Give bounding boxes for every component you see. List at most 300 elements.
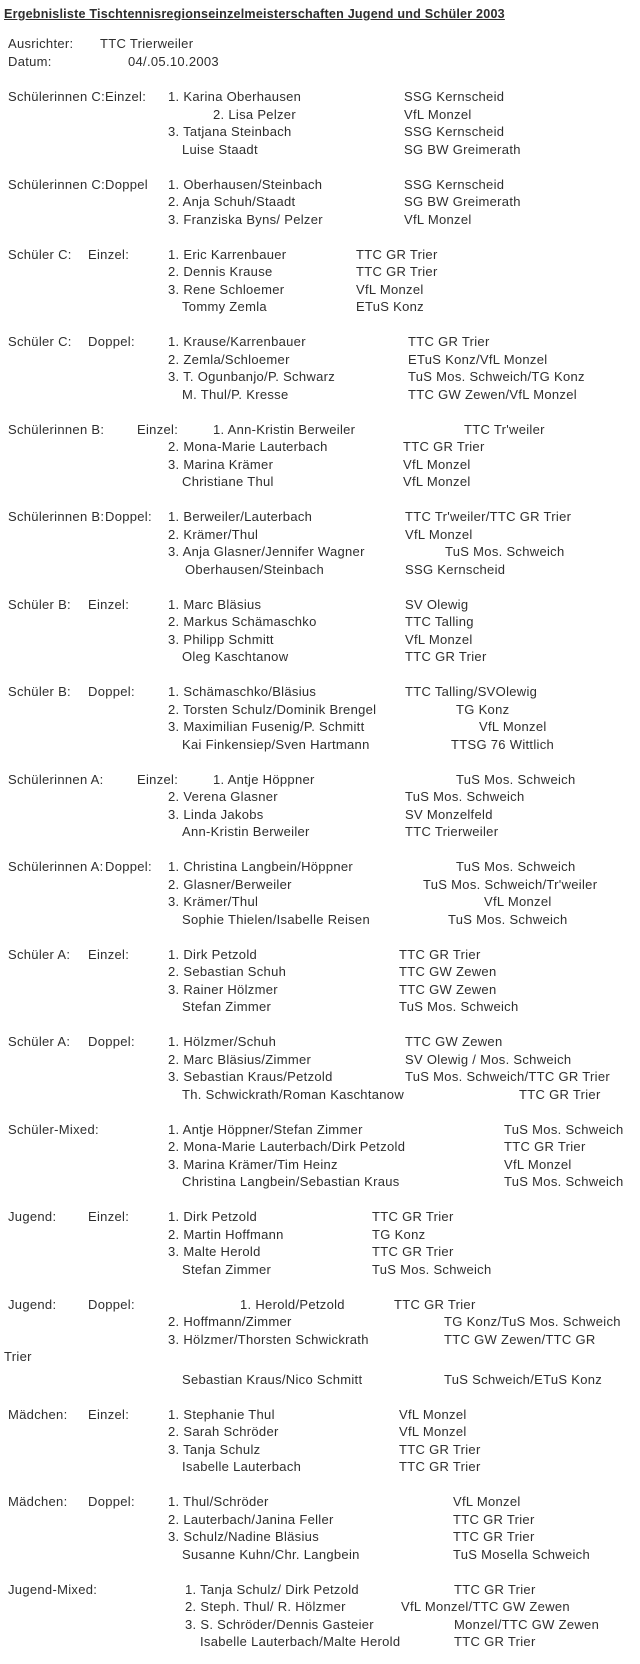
club-name: SV Olewig [405, 596, 469, 612]
player-name: 1. Dirk Petzold [168, 1209, 258, 1224]
club-name: TuS Mos. Schweich [456, 771, 576, 787]
discipline-label: Doppel: [88, 1494, 135, 1509]
club-name: VfL Monzel [405, 526, 473, 542]
result-row [0, 352, 640, 370]
player-name: 1. Tanja Schulz/ Dirk Petzold [185, 1581, 359, 1597]
discipline-label: Einzel: [88, 596, 130, 612]
result-row [0, 562, 640, 580]
entry [168, 719, 547, 734]
club-name: SSG Kernscheid [404, 176, 505, 192]
entry [213, 422, 545, 437]
player-name: Tommy Zemla [182, 299, 267, 314]
club-name: TuS Mos. Schweich [405, 789, 525, 804]
club-name: TuS Mos. Schweich [445, 544, 565, 559]
discipline-label: Einzel: [88, 1209, 130, 1224]
player-name: 1. Schämaschko/Bläsius [168, 684, 317, 699]
result-row [0, 299, 640, 317]
entry [182, 649, 487, 664]
entry [168, 1407, 467, 1422]
result-section [0, 247, 640, 317]
sections [0, 89, 640, 1652]
club-name: TTC GR Trier [519, 1086, 601, 1102]
club-name: SG BW Greimerath [404, 194, 521, 209]
club-name: TTC GR Trier [453, 1511, 535, 1527]
result-row [0, 282, 640, 300]
result-row [0, 527, 640, 545]
club-name: TTC GR Trier [394, 1296, 476, 1312]
player-name: 2. Lisa Pelzer [213, 106, 296, 122]
entry [168, 1034, 503, 1049]
club-name: VfL Monzel [399, 1424, 467, 1439]
entry [213, 772, 576, 787]
player-name: 1. Berweiler/Lauterbach [168, 509, 313, 524]
player-name: 2. Marc Bläsius/Zimmer [168, 1051, 312, 1067]
entry [168, 614, 474, 629]
entry [168, 1442, 481, 1457]
category-label: Mädchen: [8, 1494, 68, 1509]
entry [182, 999, 519, 1014]
player-name: 2. Markus Schämaschko [168, 614, 317, 629]
result-row [0, 387, 640, 405]
result-row [0, 1547, 640, 1565]
entry [168, 1494, 521, 1509]
club-name: TTC GR Trier [356, 246, 438, 262]
result-row [0, 544, 640, 562]
player-name: 1. Dirk Petzold [168, 946, 258, 962]
entry [168, 1332, 596, 1347]
entry [168, 1157, 572, 1172]
result-row [0, 247, 640, 265]
club-name: TuS Mos. Schweich [456, 859, 576, 874]
club-name: VfL Monzel [484, 894, 552, 909]
discipline-label: Doppel: [105, 859, 152, 874]
club-name: TTC GW Zewen/TTC GR [444, 1331, 596, 1347]
club-name: TG Konz/TuS Mos. Schweich [444, 1314, 621, 1329]
player-name: 2. Krämer/Thul [168, 526, 259, 542]
category-label: Mädchen: [8, 1406, 68, 1422]
player-name: 3. Marina Krämer [168, 456, 274, 472]
entry [168, 509, 571, 524]
player-name: 3. Maximilian Fusenig/P. Schmitt [168, 719, 365, 734]
date-line [0, 54, 640, 72]
result-row [0, 1529, 640, 1547]
entry [168, 877, 597, 892]
result-row [0, 422, 640, 440]
entry [182, 1372, 602, 1387]
player-name: Ann-Kristin Berweiler [182, 824, 310, 839]
result-section [0, 684, 640, 754]
result-row [0, 1634, 640, 1652]
player-name: 3. Hölzmer/Thorsten Schwickrath [168, 1331, 369, 1347]
club-name: TTC Tr'weiler/TTC GR Trier [405, 509, 572, 524]
entry [168, 632, 473, 647]
player-name: 3. Tatjana Steinbach [168, 124, 292, 139]
result-row [0, 89, 640, 107]
entry [168, 457, 471, 472]
entry [168, 982, 497, 997]
category-label: Jugend-Mixed: [8, 1581, 98, 1597]
player-name: Christina Langbein/Sebastian Kraus [182, 1174, 400, 1189]
entry [168, 859, 576, 874]
result-row [0, 1052, 640, 1070]
club-name: TTC GR Trier [408, 334, 490, 349]
category-label: Jugend: [8, 1296, 57, 1312]
club-name: TuS Mos. Schweich [399, 999, 519, 1014]
club-name: SSG Kernscheid [404, 124, 505, 139]
club-name: TuS Mos. Schweich/TTC GR Trier [405, 1069, 610, 1084]
club-name: TTC GR Trier [454, 1581, 536, 1597]
date-value: 04/.05.10.2003 [128, 53, 219, 69]
result-row [0, 457, 640, 475]
result-row [0, 212, 640, 230]
result-row [0, 264, 640, 282]
result-section [0, 509, 640, 579]
discipline-label: Einzel: [88, 946, 130, 962]
entry [168, 527, 473, 542]
result-section [0, 597, 640, 667]
club-name: TTC GR Trier [399, 946, 481, 962]
result-row [0, 1424, 640, 1442]
player-name: 1. Oberhausen/Steinbach [168, 176, 323, 192]
club-name: TTC Tr'weiler [464, 421, 545, 437]
player-name: Oberhausen/Steinbach [185, 561, 324, 577]
club-name: TTC Talling/SVOlewig [405, 684, 538, 699]
player-name: 2. Torsten Schulz/Dominik Brengel [168, 701, 377, 717]
result-row [0, 807, 640, 825]
result-row [0, 772, 640, 790]
club-name: TuS Mos. Schweich [448, 911, 568, 927]
result-row [0, 1599, 640, 1617]
result-row [0, 737, 640, 755]
result-row [0, 947, 640, 965]
club-name: SSG Kernscheid [405, 561, 506, 577]
discipline-label: Doppel: [105, 509, 152, 524]
entry [168, 1209, 454, 1224]
result-row [0, 632, 640, 650]
player-name: 3. Anja Glasner/Jennifer Wagner [168, 544, 365, 559]
result-row [0, 1442, 640, 1460]
result-row [0, 824, 640, 842]
entry [185, 1582, 536, 1597]
entry [182, 142, 521, 157]
result-row [0, 894, 640, 912]
player-name: 3. Franziska Byns/ Pelzer [168, 211, 323, 227]
result-row [0, 1069, 640, 1087]
page-title: Ergebnisliste Tischtennisregionseinzelmeisterschaften Jugend und Schüler 2003 [4, 7, 505, 21]
club-name: VfL Monzel [403, 474, 471, 489]
player-name: 1. Krause/Karrenbauer [168, 334, 306, 349]
result-row [0, 439, 640, 457]
result-row [0, 1617, 640, 1635]
player-name: 1. Christina Langbein/Höppner [168, 859, 354, 874]
player-name: 3. Schulz/Nadine Bläsius [168, 1529, 319, 1544]
player-name: 2. Glasner/Berweiler [168, 876, 292, 892]
club-name: TuS Mos. Schweich/Tr'weiler [423, 876, 598, 892]
result-row [0, 614, 640, 632]
club-name: SV Monzelfeld [405, 806, 493, 822]
player-name: 2. Mona-Marie Lauterbach [168, 439, 328, 454]
club-name: VfL Monzel [453, 1494, 521, 1509]
player-name: 3. Sebastian Kraus/Petzold [168, 1069, 333, 1084]
club-name: Monzel/TTC GW Zewen [454, 1616, 600, 1632]
entry [168, 177, 504, 192]
result-row [0, 1459, 640, 1477]
result-row [0, 369, 640, 387]
entry [182, 1174, 624, 1189]
player-name: 2. Hoffmann/Zimmer [168, 1314, 292, 1329]
result-row [0, 982, 640, 1000]
entry [168, 947, 481, 962]
result-section [0, 1494, 640, 1564]
entry [185, 562, 505, 577]
entry [182, 737, 554, 752]
club-name: TTC GW Zewen [399, 981, 497, 997]
result-row [0, 1139, 640, 1157]
club-name: TTC GR Trier [399, 1459, 481, 1474]
entry [168, 439, 485, 454]
player-name: 3. Linda Jakobs [168, 806, 264, 822]
result-row [0, 789, 640, 807]
discipline-label: Doppel [105, 176, 148, 192]
player-name: Isabelle Lauterbach/Malte Herold [200, 1634, 401, 1649]
entry [168, 247, 438, 262]
result-row [0, 1244, 640, 1262]
organizer-value: TTC Trierweiler [100, 36, 194, 51]
category-label: Schüler C: [8, 246, 72, 262]
discipline-label: Doppel: [88, 1034, 135, 1049]
entry [182, 299, 424, 314]
player-name: 1. Hölzmer/Schuh [168, 1034, 277, 1049]
entry [168, 89, 504, 104]
entry [168, 1424, 467, 1439]
club-name: VfL Monzel [404, 106, 472, 122]
player-name: Luise Staadt [182, 141, 258, 157]
discipline-label: Einzel: [137, 421, 179, 437]
entry [182, 1547, 590, 1562]
player-name: Sebastian Kraus/Nico Schmitt [182, 1371, 363, 1387]
result-section [0, 89, 640, 159]
entry [185, 1617, 599, 1632]
result-section [0, 1582, 640, 1652]
entry [168, 194, 521, 209]
result-section [0, 772, 640, 842]
player-name: Th. Schwickrath/Roman Kaschtanow [182, 1086, 405, 1102]
category-label: Schüler-Mixed: [8, 1121, 99, 1137]
club-name: TTC GR Trier [504, 1139, 586, 1154]
result-row [0, 1209, 640, 1227]
player-name: 2. Sebastian Schuh [168, 964, 287, 979]
result-row [0, 1034, 640, 1052]
entry [182, 1459, 481, 1474]
result-section [0, 1297, 640, 1390]
entry [168, 369, 585, 384]
result-row [0, 1372, 640, 1390]
category-label: Schülerinnen C: [8, 89, 105, 104]
result-row [0, 1349, 640, 1367]
category-label: Schüler A: [8, 946, 71, 962]
entry [168, 789, 525, 804]
club-name: VfL Monzel [479, 719, 547, 734]
player-name: 3. Marina Krämer/Tim Heinz [168, 1156, 338, 1172]
club-name: TuS Mos. Schweich [504, 1121, 624, 1137]
category-label: Schülerinnen B: [8, 509, 105, 524]
player-name: 3. Malte Herold [168, 1244, 261, 1259]
organizer-line [0, 36, 640, 54]
result-row [0, 1494, 640, 1512]
player-name: 2. Sarah Schröder [168, 1424, 279, 1439]
player-name: Oleg Kaschtanow [182, 649, 289, 664]
result-row [0, 1332, 640, 1350]
club-name: VfL Monzel [404, 211, 472, 227]
result-row [0, 999, 640, 1017]
entry [182, 387, 577, 402]
entry [213, 107, 472, 122]
entry [168, 212, 472, 227]
result-section [0, 1122, 640, 1192]
result-row [0, 912, 640, 930]
player-name: 1. Karina Oberhausen [168, 89, 302, 104]
club-name: TuS Mos. Schweich [504, 1174, 624, 1189]
club-name: TTC GR Trier [453, 1529, 535, 1544]
player-name: Isabelle Lauterbach [182, 1459, 302, 1474]
result-section [0, 334, 640, 404]
player-name: 3. Rene Schloemer [168, 281, 285, 297]
entry [168, 684, 537, 699]
player-name: 3. T. Ogunbanjo/P. Schwarz [168, 369, 336, 384]
result-row [0, 719, 640, 737]
club-name: TuS Mos. Schweich/TG Konz [408, 369, 585, 384]
entry [168, 702, 509, 717]
entry [168, 124, 504, 139]
club-name: TuS Mosella Schweich [453, 1546, 591, 1562]
entry [168, 1512, 535, 1527]
club-name: TTC GR Trier [372, 1244, 454, 1259]
entry [168, 544, 565, 559]
entry [185, 1599, 570, 1614]
entry [168, 597, 468, 612]
result-row [0, 859, 640, 877]
result-row [0, 1314, 640, 1332]
player-name: 2. Mona-Marie Lauterbach/Dirk Petzold [168, 1139, 406, 1154]
discipline-label: Einzel: [105, 89, 147, 104]
category-label: Schülerinnen A: [8, 771, 104, 787]
category-label: Schülerinnen A: [8, 859, 104, 874]
result-row [0, 1582, 640, 1600]
entry [182, 474, 471, 489]
result-row [0, 1512, 640, 1530]
player-name: 1. Ann-Kristin Berweiler [213, 421, 356, 437]
club-name: TTC GR Trier [403, 439, 485, 454]
result-row [0, 1157, 640, 1175]
player-name: M. Thul/P. Kresse [182, 386, 289, 402]
club-name: TG Konz [372, 1226, 426, 1242]
club-name: TuS Mos. Schweich [372, 1261, 492, 1277]
club-name: VfL Monzel/TTC GW Zewen [401, 1599, 570, 1614]
player-name: Stefan Zimmer [182, 1261, 272, 1277]
category-label: Schüler A: [8, 1034, 71, 1049]
entry [168, 334, 490, 349]
player-name: Kai Finkensiep/Sven Hartmann [182, 736, 370, 752]
club-name: VfL Monzel [504, 1156, 572, 1172]
result-row [0, 124, 640, 142]
result-section [0, 177, 640, 230]
wrapped-club-text: Trier [4, 1349, 32, 1364]
club-name: TTC GR Trier [356, 264, 438, 279]
result-section [0, 1034, 640, 1104]
club-name: TTC GW Zewen/VfL Monzel [408, 386, 577, 402]
player-name: 1. Thul/Schröder [168, 1494, 269, 1509]
player-name: 1. Antje Höppner [213, 771, 315, 787]
result-row [0, 1262, 640, 1280]
discipline-label: Doppel: [88, 684, 135, 699]
club-name: TTC Trierweiler [405, 824, 499, 839]
result-row [0, 1087, 640, 1105]
entry [168, 264, 438, 279]
club-name: TuS Schweich/ETuS Konz [444, 1371, 603, 1387]
entry [168, 352, 547, 367]
entry [168, 807, 493, 822]
player-name: 3. Rainer Hölzmer [168, 981, 278, 997]
player-name: 1. Marc Bläsius [168, 596, 262, 612]
entry [168, 1122, 624, 1137]
category-label: Schüler C: [8, 334, 72, 349]
entry [182, 824, 498, 839]
entry [168, 1139, 586, 1154]
entry [168, 1069, 610, 1084]
player-name: 3. Tanja Schulz [168, 1441, 261, 1457]
club-name: SG BW Greimerath [404, 141, 521, 157]
result-row [0, 509, 640, 527]
club-name: TTC GR Trier [372, 1209, 454, 1224]
player-name: 2. Zemla/Schloemer [168, 351, 290, 367]
club-name: VfL Monzel [405, 631, 473, 647]
result-section [0, 1407, 640, 1477]
player-name: 3. S. Schröder/Dennis Gasteier [185, 1616, 374, 1632]
player-name: 1. Eric Karrenbauer [168, 246, 287, 262]
category-label: Schüler B: [8, 684, 71, 699]
result-row [0, 177, 640, 195]
club-name: ETuS Konz [356, 299, 424, 314]
club-name: TG Konz [456, 701, 510, 717]
result-row [0, 877, 640, 895]
category-label: Schülerinnen B: [8, 421, 105, 437]
result-section [0, 947, 640, 1017]
entry [168, 1227, 425, 1242]
player-name: 3. Krämer/Thul [168, 894, 259, 909]
result-section [0, 859, 640, 929]
result-section [0, 1209, 640, 1279]
club-name: SV Olewig / Mos. Schweich [405, 1051, 572, 1067]
player-name: 2. Dennis Krause [168, 264, 273, 279]
result-row [0, 194, 640, 212]
entry [168, 894, 552, 909]
entry [168, 1314, 621, 1329]
discipline-label: Doppel: [88, 334, 135, 349]
entry [168, 1052, 571, 1067]
club-name: SSG Kernscheid [404, 89, 505, 104]
date-label: Datum: [8, 53, 52, 69]
result-row [0, 1297, 640, 1315]
player-name: Christiane Thul [182, 474, 274, 489]
entry [168, 1529, 535, 1544]
result-row [0, 1174, 640, 1192]
player-name: 1. Stephanie Thul [168, 1406, 275, 1422]
result-row [0, 107, 640, 125]
club-name: TTC GW Zewen [399, 964, 497, 979]
entry [200, 1634, 536, 1649]
club-name: ETuS Konz/VfL Monzel [408, 351, 548, 367]
result-row [0, 597, 640, 615]
